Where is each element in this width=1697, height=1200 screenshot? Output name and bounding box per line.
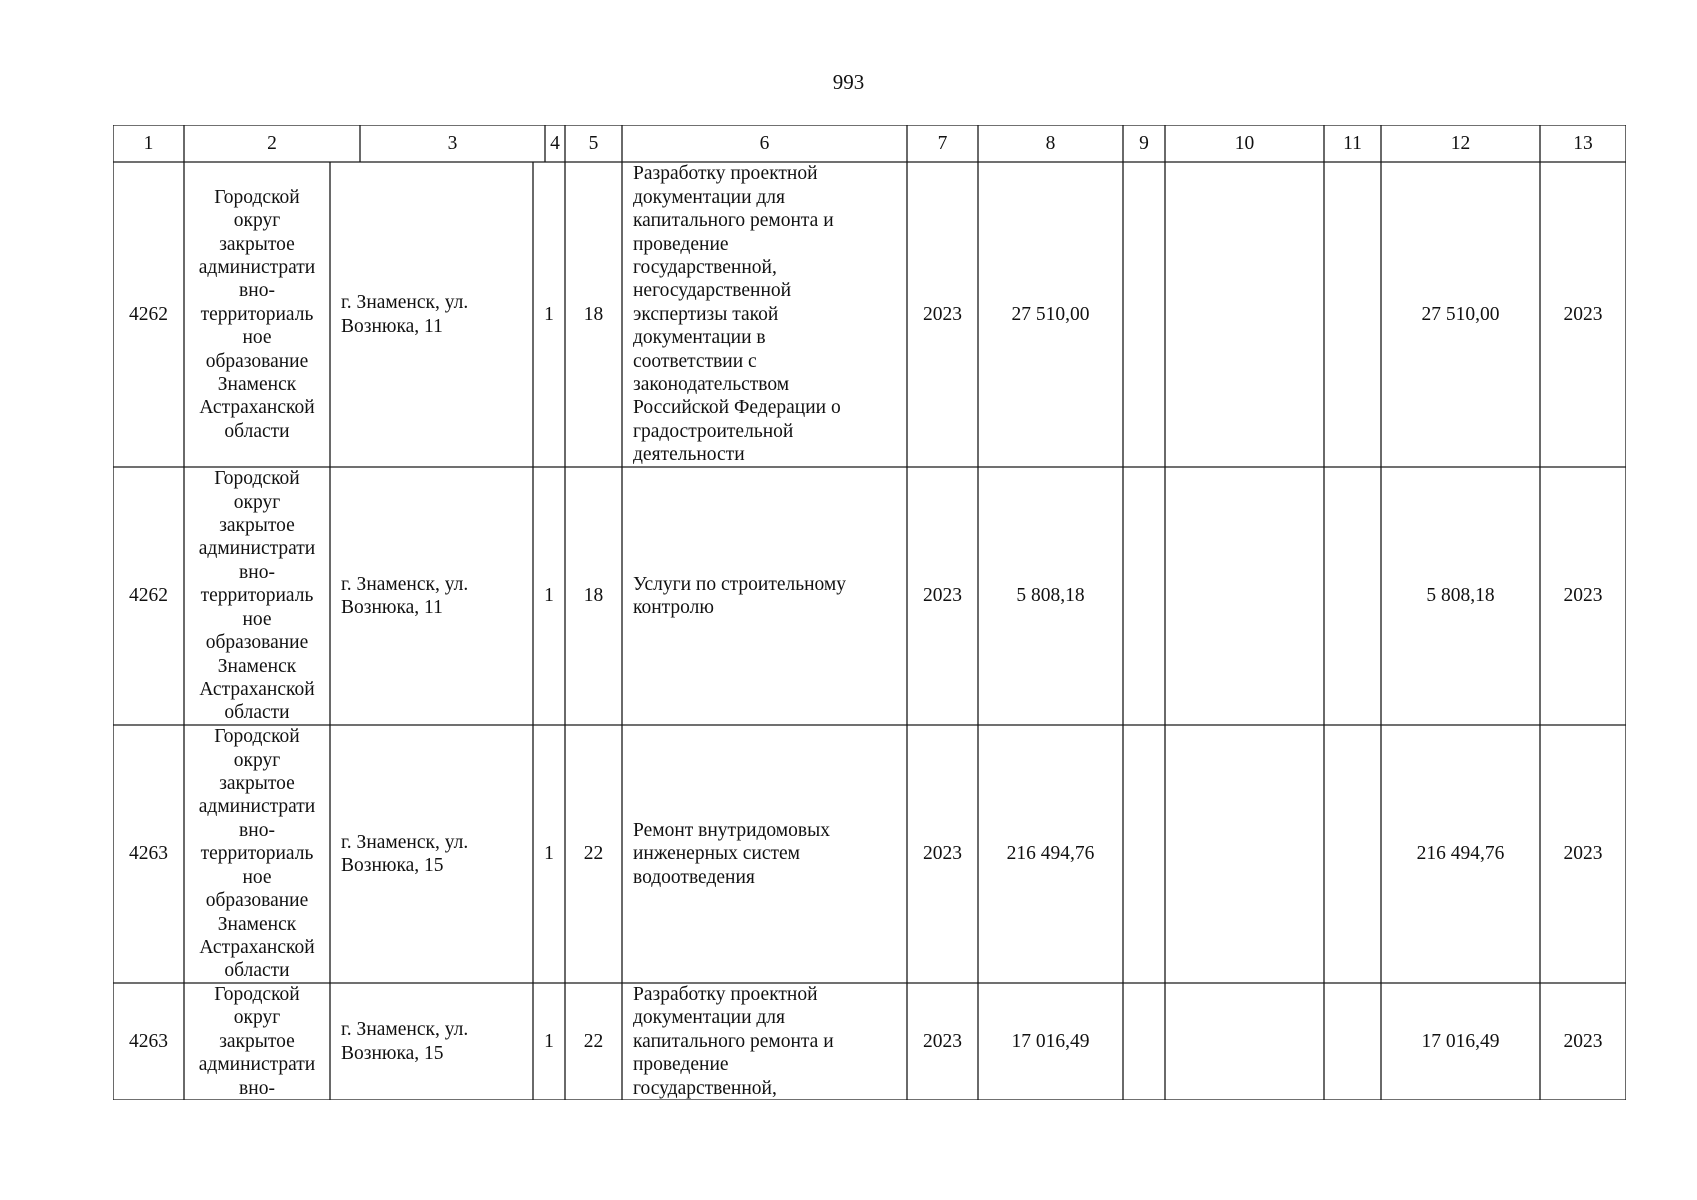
row-2-cost: 5 808,18 — [1016, 585, 1085, 607]
row-2-c13: 2023 — [1563, 585, 1603, 607]
header-cell-6: 6 — [759, 132, 770, 154]
row-1-year: 2023 — [923, 303, 962, 325]
row-4-c13: 2023 — [1563, 1030, 1603, 1052]
row-2-c10 — [1165, 467, 1324, 725]
row-1-c10 — [1165, 162, 1324, 467]
header-cell-5: 5 — [588, 132, 599, 154]
row-1-c4: 1 — [544, 303, 554, 325]
row-3-c4: 1 — [544, 843, 554, 865]
header-cell-3: 3 — [447, 132, 458, 154]
header-cell-2: 2 — [267, 132, 277, 154]
header-cell-10: 10 — [1234, 132, 1255, 154]
row-3-c12: 216 494,76 — [1416, 843, 1505, 865]
row-3-work: Ремонт внутридомовых инженерных систем водоотведения — [633, 819, 830, 888]
row-4-c9 — [1123, 983, 1165, 1100]
row-3-c10 — [1165, 725, 1324, 983]
row-2-year: 2023 — [923, 585, 962, 607]
row-4-c4: 1 — [544, 1030, 554, 1052]
row-4-year: 2023 — [923, 1030, 962, 1052]
row-2-address: г. Знаменск, ул. Вознюка, 11 — [341, 573, 469, 618]
header-cell-12: 12 — [1450, 132, 1471, 154]
row-2-num: 4262 — [129, 585, 168, 607]
header-cell-8: 8 — [1045, 132, 1056, 154]
row-4-work: Разработку проектной документации для капитального ремонта и проведение государственной, — [633, 984, 834, 1099]
row-1-cost: 27 510,00 — [1011, 303, 1090, 325]
row-2-c11 — [1324, 467, 1381, 725]
header-cell-13: 13 — [1573, 132, 1593, 154]
row-1-c13: 2023 — [1563, 303, 1603, 325]
row-3-num: 4263 — [129, 843, 168, 865]
row-4-address: г. Знаменск, ул. Вознюка, 15 — [341, 1019, 469, 1064]
row-3-c5: 22 — [583, 843, 604, 865]
header-cell-11: 11 — [1343, 132, 1362, 154]
row-4-cost: 17 016,49 — [1011, 1030, 1090, 1052]
row-1-c9 — [1123, 162, 1165, 467]
row-3-c13: 2023 — [1563, 843, 1603, 865]
row-4-c11 — [1324, 983, 1381, 1100]
row-2-c12: 5 808,18 — [1426, 585, 1495, 607]
row-1-num: 4262 — [129, 303, 168, 325]
row-3-year: 2023 — [923, 843, 962, 865]
row-3-c11 — [1324, 725, 1381, 983]
row-1-work: Разработку проектной документации для капитального ремонта и проведение государственной, негосударственной экспертизы такой документации в соответствии с законодательством Российской Федерации о градостроительной деятельности — [633, 163, 841, 466]
row-4-c10 — [1165, 983, 1324, 1100]
row-4-municipality: Городской округ закрытое администрати вно- — [198, 984, 316, 1099]
header-cell-1: 1 — [143, 132, 154, 154]
row-2-municipality: Городской округ закрытое администрати вно- территориаль ное образование Знаменск Астраханской области — [198, 468, 316, 724]
row-1-municipality: Городской округ закрытое администрати вно- территориаль ное образование Знаменск Астраханской области — [198, 186, 316, 442]
header-cell-4: 4 — [550, 132, 560, 154]
row-2-c9 — [1123, 467, 1165, 725]
row-4-c12: 17 016,49 — [1421, 1030, 1500, 1052]
row-4-c5: 22 — [583, 1030, 604, 1052]
row-2-c4: 1 — [544, 585, 554, 607]
row-3-address: г. Знаменск, ул. Вознюка, 15 — [341, 831, 469, 876]
row-1-c12: 27 510,00 — [1421, 303, 1500, 325]
page-number: 993 — [832, 70, 865, 94]
row-4-num: 4263 — [129, 1030, 168, 1052]
row-3-cost: 216 494,76 — [1006, 843, 1095, 865]
row-2-c5: 18 — [583, 585, 604, 607]
row-2-work: Услуги по строительному контролю — [633, 573, 847, 618]
header-cell-7: 7 — [937, 132, 948, 154]
works-table — [113, 125, 1626, 1100]
row-3-c9 — [1123, 725, 1165, 983]
row-1-address: г. Знаменск, ул. Вознюка, 11 — [341, 292, 469, 337]
row-1-c5: 18 — [583, 303, 604, 325]
row-3-municipality: Городской округ закрытое администрати вно- территориаль ное образование Знаменск Астраханской области — [198, 726, 316, 982]
header-cell-9: 9 — [1139, 132, 1149, 154]
row-1-c11 — [1324, 162, 1381, 467]
